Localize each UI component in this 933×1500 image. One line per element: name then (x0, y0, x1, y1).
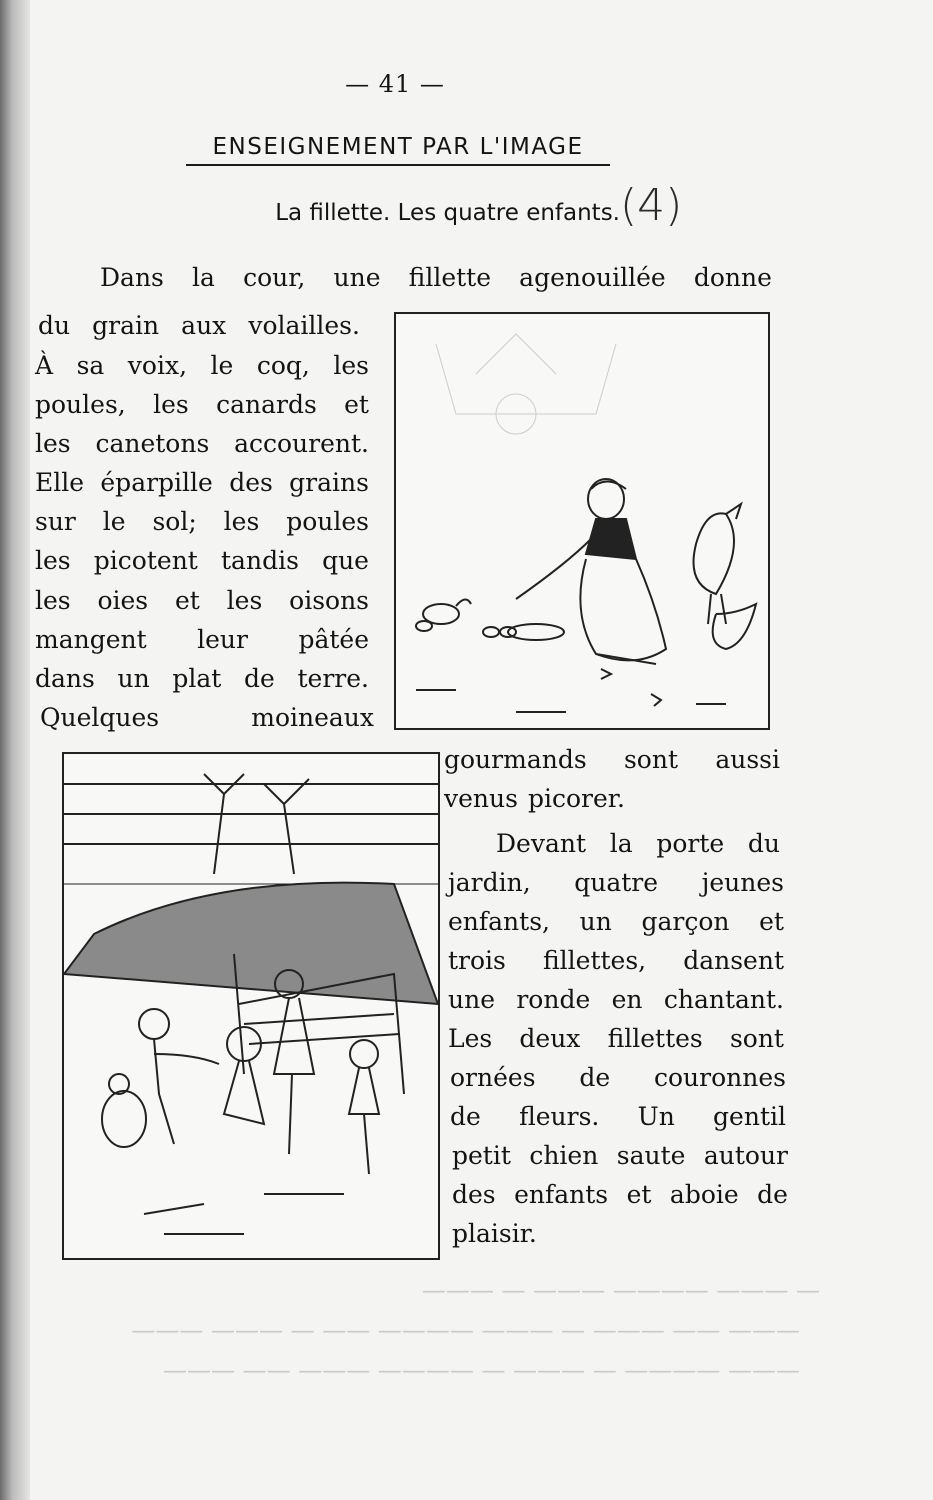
word: la (192, 263, 215, 292)
children-dancing-drawing (64, 754, 438, 1258)
word: pâtée (298, 625, 369, 654)
word: chantant. (663, 985, 784, 1014)
word: Elle (35, 468, 85, 497)
word: garçon (641, 907, 730, 936)
book-binding-shadow (0, 0, 30, 1500)
lesson-title: La fillette. Les quatre enfants. (275, 200, 620, 226)
word: canetons (95, 429, 210, 458)
word: chien (529, 1141, 599, 1170)
word: Un (637, 1102, 675, 1131)
word: trois (448, 946, 506, 975)
text-line (444, 745, 780, 774)
text-line (448, 946, 784, 975)
word: fillettes (607, 1024, 703, 1053)
word: du (747, 829, 780, 858)
word: éparpille (100, 468, 213, 497)
page-number: — 41 — (345, 70, 445, 98)
word: fillette (408, 263, 492, 292)
word: des (452, 1180, 496, 1209)
word: sont (729, 1024, 784, 1053)
girl-feeding-poultry-drawing (396, 314, 768, 728)
illustration-girl-feeding-poultry (394, 312, 770, 730)
word: sur (35, 507, 76, 536)
bleed-through-text: — ——— ———— ——— — ——— (421, 1276, 820, 1304)
word: picorer. (527, 784, 625, 813)
word: et (344, 390, 369, 419)
word: canards (216, 390, 317, 419)
text-line (35, 429, 369, 458)
word: deux (519, 1024, 581, 1053)
word: de (244, 664, 275, 693)
illustration-children-dancing (62, 752, 440, 1260)
word: Quelques (40, 703, 160, 732)
word: moineaux (251, 703, 374, 732)
text-line (448, 985, 784, 1014)
word: aboie (669, 1180, 739, 1209)
word: oisons (289, 586, 369, 615)
text-line (35, 351, 369, 380)
word: quatre (574, 868, 659, 897)
word: les (223, 507, 260, 536)
word: aux (181, 311, 227, 340)
word: tandis (221, 546, 299, 575)
text-line (35, 586, 369, 615)
text-line (40, 703, 374, 732)
word: de (579, 1063, 611, 1092)
bleed-through-text: ——— ———— — ——— — ———— ——— —— ——— (162, 1356, 800, 1384)
word: une (333, 263, 381, 292)
word: un (117, 664, 150, 693)
text-line (35, 468, 369, 497)
word: sol; (152, 507, 197, 536)
word: le (102, 507, 126, 536)
text-line (450, 1063, 786, 1092)
word: grains (289, 468, 369, 497)
word: de (757, 1180, 788, 1209)
text-line (35, 507, 369, 536)
text-line (448, 868, 784, 897)
section-heading: ENSEIGNEMENT PAR L'IMAGE (186, 134, 610, 166)
word: enfants (514, 1180, 609, 1209)
word: poules (286, 507, 369, 536)
word: les (35, 546, 71, 575)
word: fillettes, (542, 946, 647, 975)
word: ronde (516, 985, 591, 1014)
word: dansent (683, 946, 784, 975)
word: enfants, (448, 907, 550, 936)
word: Dans (100, 263, 164, 292)
word: voix, (127, 351, 188, 380)
word: gourmands (444, 745, 587, 774)
text-line (100, 263, 772, 292)
word: des (229, 468, 273, 497)
word: gentil (713, 1102, 786, 1131)
word: et (174, 586, 200, 615)
text-line (448, 1024, 784, 1053)
word: une (448, 985, 495, 1014)
text-line (35, 390, 369, 419)
word: oies (97, 586, 149, 615)
word: et (626, 1180, 652, 1209)
word: un (579, 907, 612, 936)
word: en (611, 985, 643, 1014)
word: agenouillée (519, 263, 666, 292)
word: Les (448, 1024, 493, 1053)
word: leur (197, 625, 248, 654)
word: dans (35, 664, 95, 693)
word: les (153, 390, 189, 419)
text-line (496, 829, 780, 858)
word: et (759, 907, 784, 936)
word: jeunes (701, 868, 784, 897)
text-line (38, 311, 360, 340)
word: du (38, 311, 71, 340)
handwritten-lesson-number: (4) (620, 180, 683, 231)
word: les (226, 586, 263, 615)
word: aussi (715, 745, 780, 774)
text-line (452, 1141, 788, 1170)
word: couronnes (654, 1063, 786, 1092)
word: le (210, 351, 234, 380)
word: picotent (93, 546, 198, 575)
word: grain (92, 311, 160, 340)
word: saute (616, 1141, 686, 1170)
word: À (35, 351, 54, 380)
word: accourent. (234, 429, 369, 458)
word: jardin, (448, 868, 531, 897)
word: sa (76, 351, 105, 380)
word: plaisir. (452, 1219, 537, 1248)
text-line (450, 1102, 786, 1131)
word: Devant (496, 829, 587, 858)
word: que (322, 546, 369, 575)
word: ornées (450, 1063, 536, 1092)
word: porte (656, 829, 725, 858)
text-line (452, 1219, 788, 1248)
text-line (35, 546, 369, 575)
word: fleurs. (519, 1102, 600, 1131)
word: les (333, 351, 369, 380)
word: sont (623, 745, 678, 774)
word: les (35, 586, 71, 615)
word: donne (693, 263, 772, 292)
word: petit (452, 1141, 511, 1170)
text-line (35, 664, 369, 693)
word: coq, (256, 351, 310, 380)
text-line (448, 907, 784, 936)
text-line (35, 625, 369, 654)
word: venus (444, 784, 518, 813)
word: volailles. (248, 311, 360, 340)
text-line (452, 1180, 788, 1209)
word: les (35, 429, 71, 458)
word: terre. (297, 664, 369, 693)
word: plat (172, 664, 222, 693)
word: la (609, 829, 633, 858)
word: mangent (35, 625, 147, 654)
word: cour, (243, 263, 306, 292)
text-line (444, 784, 780, 813)
word: poules, (35, 390, 126, 419)
bleed-through-text: ——— —— ——— — ——— ———— —— — ——— ——— (131, 1316, 800, 1344)
word: autour (703, 1141, 788, 1170)
word: de (450, 1102, 481, 1131)
